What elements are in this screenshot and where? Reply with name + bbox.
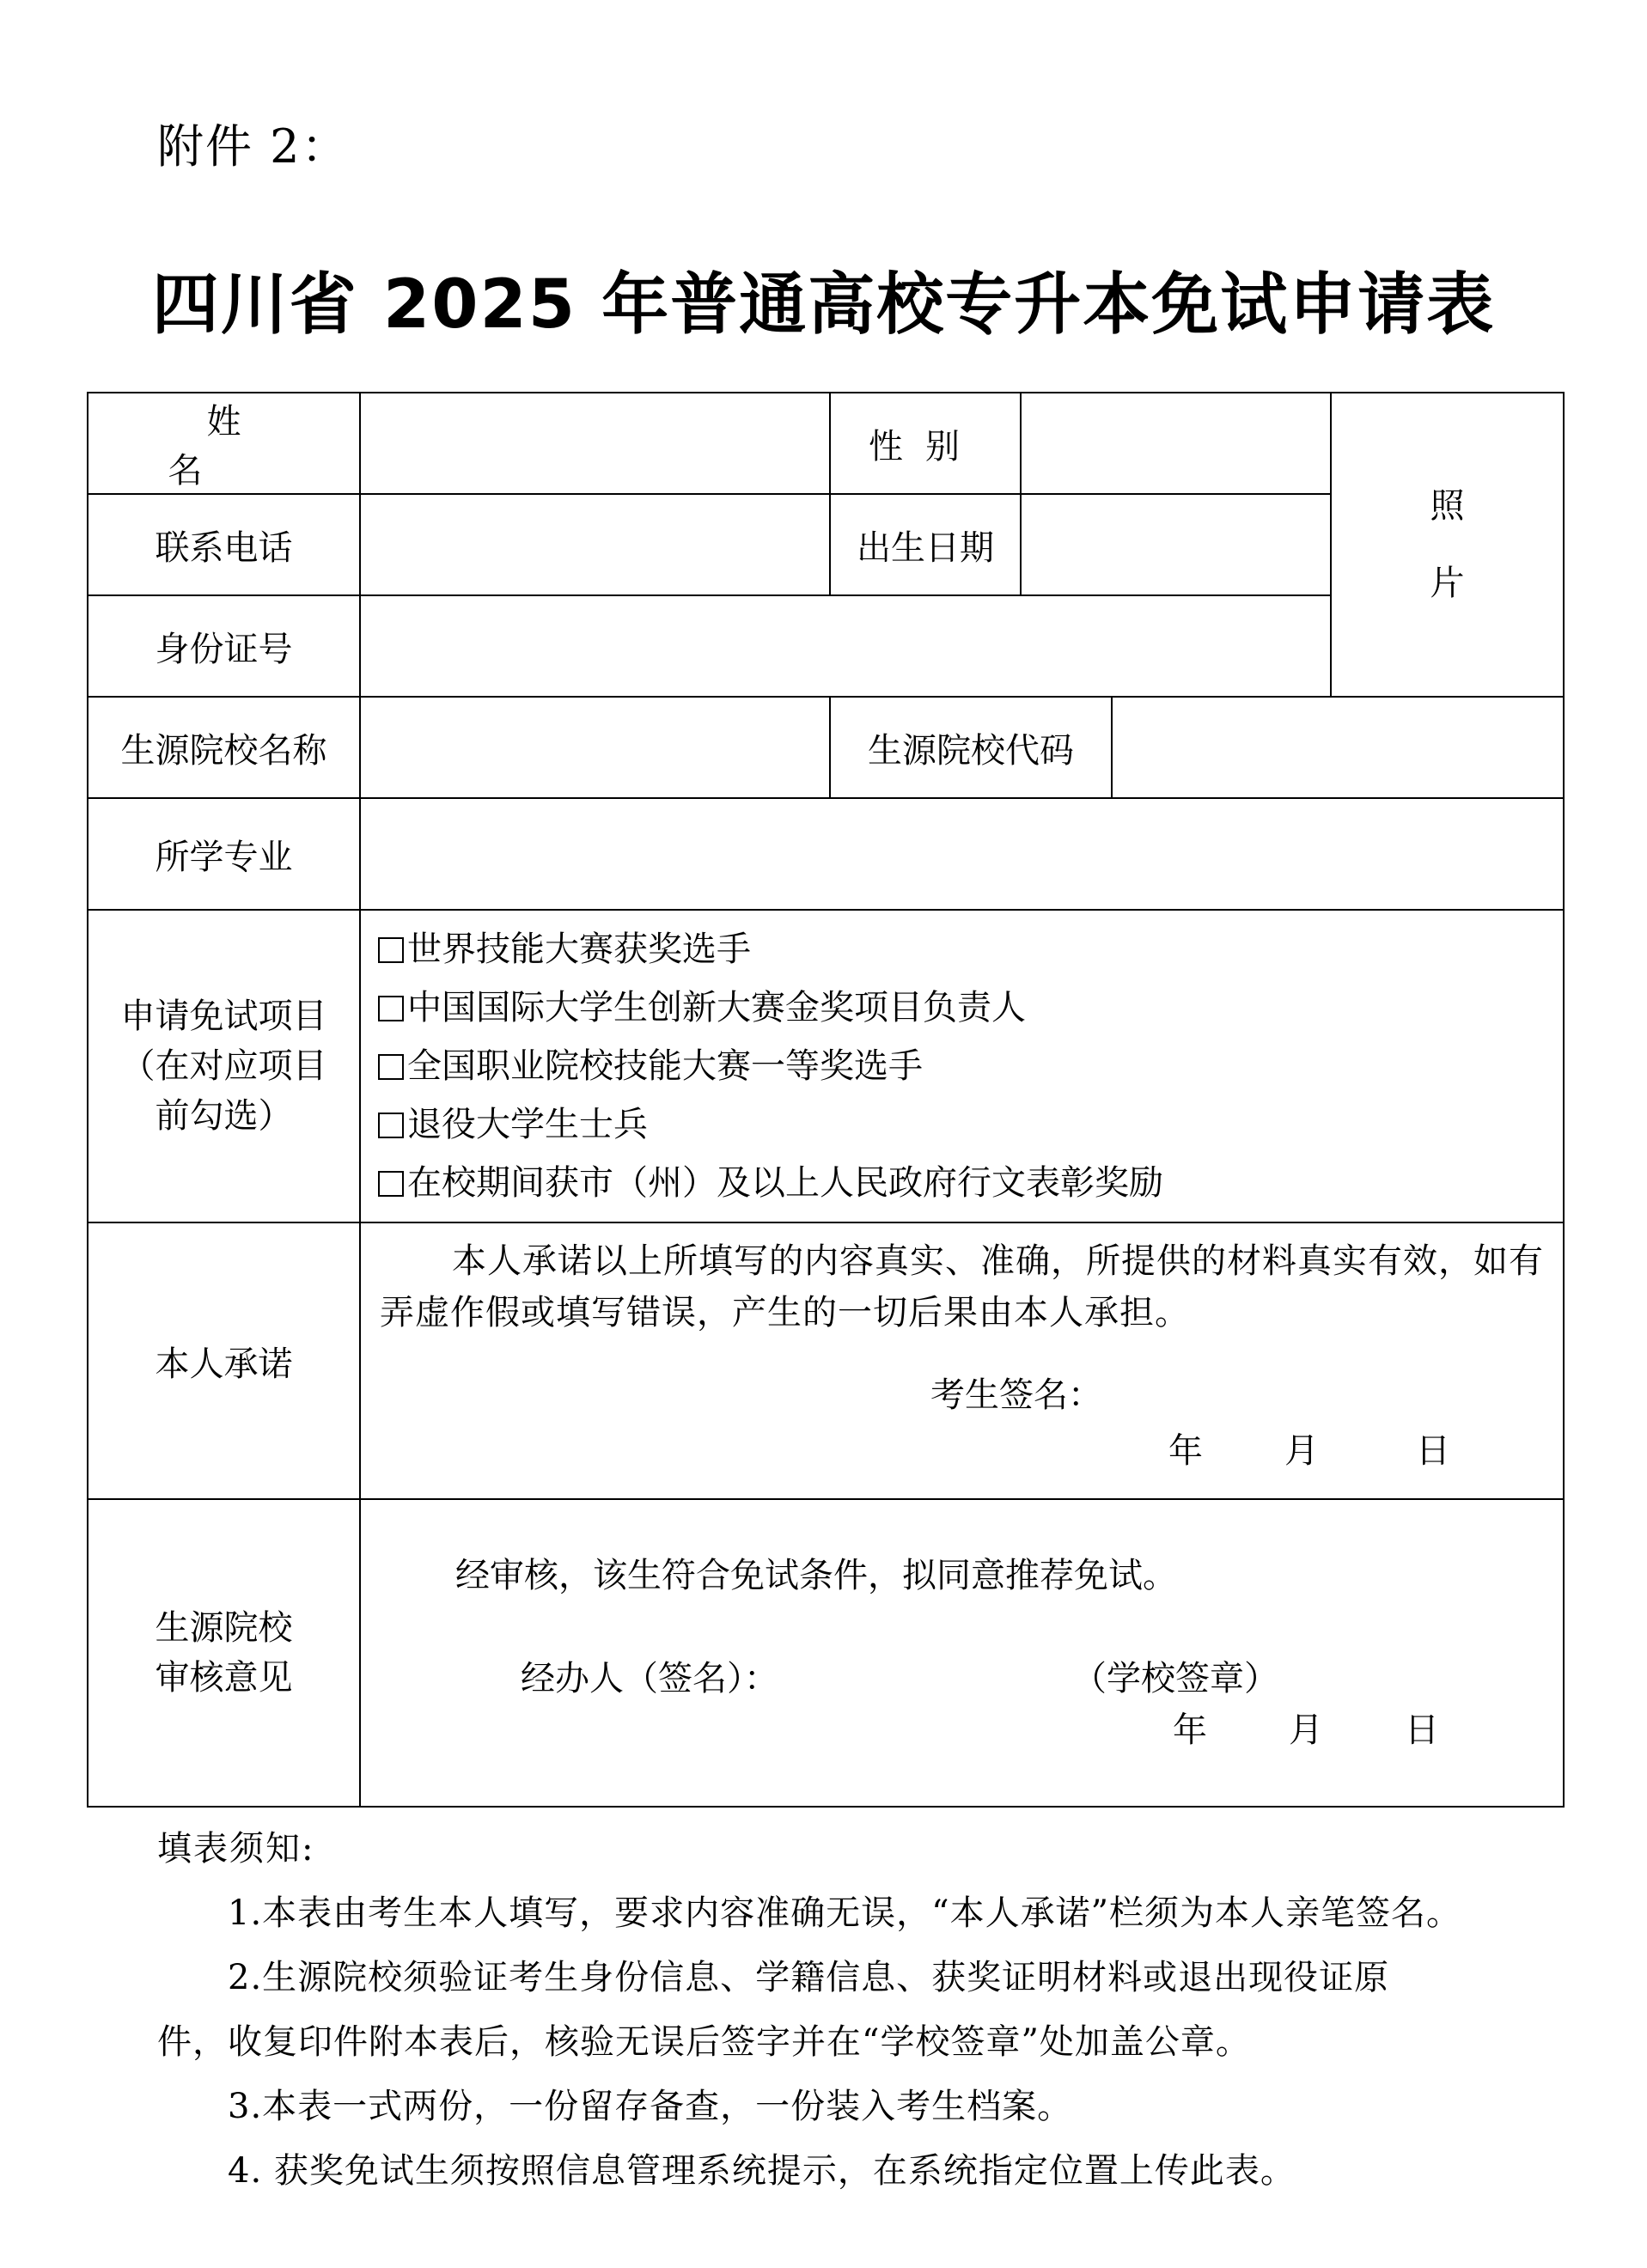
checkbox[interactable] [378,1113,404,1138]
apply-item-label: 退役大学生士兵 [407,1105,648,1144]
notice-item-1: 1.本表由考生本人填写，要求内容准确无误，“本人承诺”栏须为本人亲笔签名。 [228,1893,1462,1933]
notice-item-3: 3.本表一式两份，一份留存备查，一份装入考生档案。 [228,2087,1073,2126]
review-cell [360,1499,1564,1807]
name-label-cell [88,393,360,494]
id-number-field[interactable] [360,595,1331,697]
name-label: 姓名 [168,402,319,491]
apply-label-line-3: 前勾选） [155,1096,293,1136]
school-name-label: 生源院校名称 [88,697,360,798]
apply-item[interactable] [378,920,1563,979]
apply-items-label [88,910,360,1222]
form-title: 四川省 2025 年普通高校专升本免试申请表 [151,266,1496,344]
apply-item-label: 在校期间获市（州）及以上人民政府行文表彰奖励 [407,1163,1163,1203]
candidate-signature-label: 考生签名： [930,1375,1102,1415]
apply-label-line-2: （在对应项目 [120,1046,327,1086]
gender-label-cell [830,393,1021,494]
apply-item-label: 全国职业院校技能大赛一等奖选手 [407,1046,923,1086]
application-form-table [87,392,1565,1808]
major-label: 所学专业 [88,798,360,910]
major-field[interactable] [360,798,1564,910]
review-label-line-1: 生源院校 [155,1608,293,1648]
review-date-day-label: 日 [1405,1710,1439,1750]
name-field[interactable] [360,393,830,494]
apply-item[interactable] [378,1095,1563,1154]
school-seal-label: （学校签章） [1072,1659,1278,1698]
apply-item[interactable] [378,979,1563,1037]
review-label-line-2: 审核意见 [155,1658,293,1698]
date-month-label: 月 [1284,1431,1319,1471]
notice-title: 填表须知: [157,1829,315,1869]
checkbox[interactable] [378,937,404,963]
review-label [88,1499,360,1807]
promise-text: 本人承诺以上所填写的内容真实、准确，所提供的材料真实有效，如有弄虚作假或填写错误，产生的一切后果由本人承担。 [380,1241,1544,1332]
photo-label-2: 片 [1430,564,1465,603]
apply-item[interactable] [378,1037,1563,1095]
apply-item-label: 中国国际大学生创新大赛金奖项目负责人 [407,988,1026,1027]
checkbox[interactable] [378,1054,404,1080]
notice-item-4: 4. 获奖免试生须按照信息管理系统提示，在系统指定位置上传此表。 [228,2151,1296,2191]
gender-label: 性别 [869,426,982,466]
id-number-label: 身份证号 [88,595,360,697]
photo-label-1: 照 [1430,486,1465,526]
notice-item-2-line-1: 2.生源院校须验证考生身份信息、学籍信息、获奖证明材料或退出现役证原 [228,1958,1390,1997]
review-date-month-label: 月 [1289,1710,1323,1750]
promise-cell [360,1222,1564,1499]
notice-item-2-line-2: 件，收复印件附本表后，核验无误后签字并在“学校签章”处加盖公章。 [157,2022,1251,2062]
birth-date-field[interactable] [1021,494,1331,595]
review-text: 经审核，该生符合免试条件，拟同意推荐免试。 [455,1556,1177,1595]
review-date-year-label: 年 [1173,1710,1207,1750]
school-code-label: 生源院校代码 [830,697,1112,798]
birth-date-label: 出生日期 [830,494,1021,595]
gender-field[interactable] [1021,393,1331,494]
checkbox[interactable] [378,996,404,1021]
apply-item[interactable] [378,1154,1563,1212]
handler-signature-label: 经办人（签名）： [521,1659,778,1698]
date-year-label: 年 [1168,1431,1203,1471]
phone-label: 联系电话 [88,494,360,595]
school-name-field[interactable] [360,697,830,798]
apply-items-list [360,910,1564,1222]
promise-label: 本人承诺 [88,1222,360,1499]
photo-box [1331,393,1564,697]
apply-item-label: 世界技能大赛获奖选手 [407,930,751,969]
attachment-label: 附件 2： [157,119,350,174]
date-day-label: 日 [1416,1431,1450,1471]
phone-field[interactable] [360,494,830,595]
checkbox[interactable] [378,1171,404,1197]
apply-label-line-1: 申请免试项目 [120,997,327,1036]
school-code-field[interactable] [1112,697,1564,798]
